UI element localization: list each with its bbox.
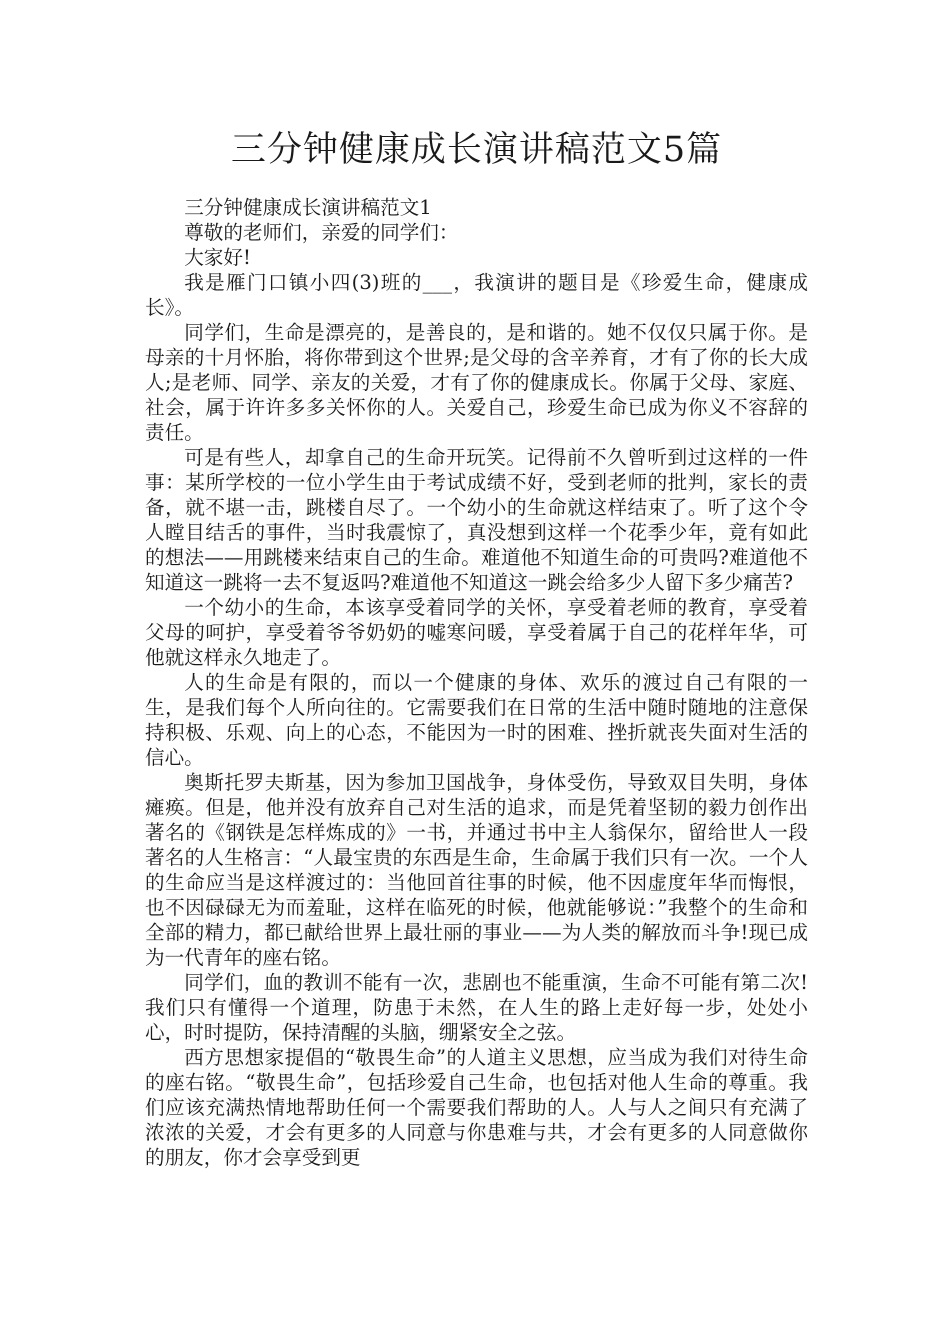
paragraph: 西方思想家提倡的“敬畏生命”的人道主义思想，应当成为我们对待生命的座右铭。“敬畏生命”，包括珍爱自己生命，也包括对他人生命的尊重。我们应该充满热情地帮助任何一个需要我们帮助的人。人与人之间只有充满了浓浓的关爱，才会有更多的人同意与你患难与共，才会有更多的人同意做你的朋友，你才会享受到更: [145, 1046, 808, 1169]
document-title: 三分钟健康成长演讲稿范文5篇: [230, 130, 723, 170]
paragraph: 同学们，生命是漂亮的，是善良的，是和谐的。她不仅仅只属于你。是母亲的十月怀胎，将你带到这个世界;是父母的含辛养育，才有了你的长大成人;是老师、同学、亲友的关爱，才有了你的健康成长。你属于父母、家庭、社会，属于许许多多关怀你的人。关爱自己，珍爱生命已成为你义不容辞的责任。: [145, 321, 808, 444]
paragraph: 奥斯托罗夫斯基，因为参加卫国战争，身体受伤，导致双目失明，身体瘫痪。但是，他并没有放弃自己对生活的追求，而是凭着坚韧的毅力创作出著名的《钢铁是怎样炼成的》一书，并通过书中主人翁保尔，留给世人一段著名的人生格言：“人最宝贵的东西是生命，生命属于我们只有一次。一个人的生命应当是这样渡过的：当他回首往事的时候，他不因虚度年华而悔恨，也不因碌碌无为而羞耻，这样在临死的时候，他就能够说：”我整个的生命和全部的精力，都已献给世界上最壮丽的事业——为人类的解放而斗争!现已成为一代青年的座右铭。: [145, 771, 808, 969]
salutation: 尊敬的老师们，亲爱的同学们：: [184, 221, 459, 244]
paragraph: 一个幼小的生命，本该享受着同学的关怀，享受着老师的教育，享受着父母的呵护，享受着爷爷奶奶的嘘寒问暖，享受着属于自己的花样年华，可他就这样永久地走了。: [145, 596, 808, 669]
section-heading: 三分钟健康成长演讲稿范文1: [184, 196, 432, 219]
paragraph: 人的生命是有限的，而以一个健康的身体、欢乐的渡过自己有限的一生，是我们每个人所向往的。它需要我们在日常的生活中随时随地的注意保持积极、乐观、向上的心态，不能因为一时的困难、挫折就丧失面对生活的信心。: [145, 671, 808, 769]
greeting: 大家好!: [184, 246, 251, 269]
document-body: [145, 195, 808, 1170]
paragraph: 同学们，血的教训不能有一次，悲剧也不能重演，生命不可能有第二次!我们只有懂得一个道理，防患于未然，在人生的路上走好每一步，处处小心，时时提防，保持清醒的头脑，绷紧安全之弦。: [145, 971, 808, 1044]
document-page: [145, 125, 808, 1170]
paragraph: 我是雁门口镇小四(3)班的___，我演讲的题目是《珍爱生命，健康成长》。: [145, 271, 808, 319]
paragraph: 可是有些人，却拿自己的生命开玩笑。记得前不久曾听到过这样的一件事：某所学校的一位小学生由于考试成绩不好，受到老师的批判，家长的责备，就不堪一击，跳楼自尽了。一个幼小的生命就这样结束了。听了这个令人瞠目结舌的事件，当时我震惊了，真没想到这样一个花季少年，竟有如此的想法——用跳楼来结束自己的生命。难道他不知道生命的可贵吗?难道他不知道这一跳将一去不复返吗?难道他不知道这一跳会给多少人留下多少痛苦?: [145, 446, 808, 594]
